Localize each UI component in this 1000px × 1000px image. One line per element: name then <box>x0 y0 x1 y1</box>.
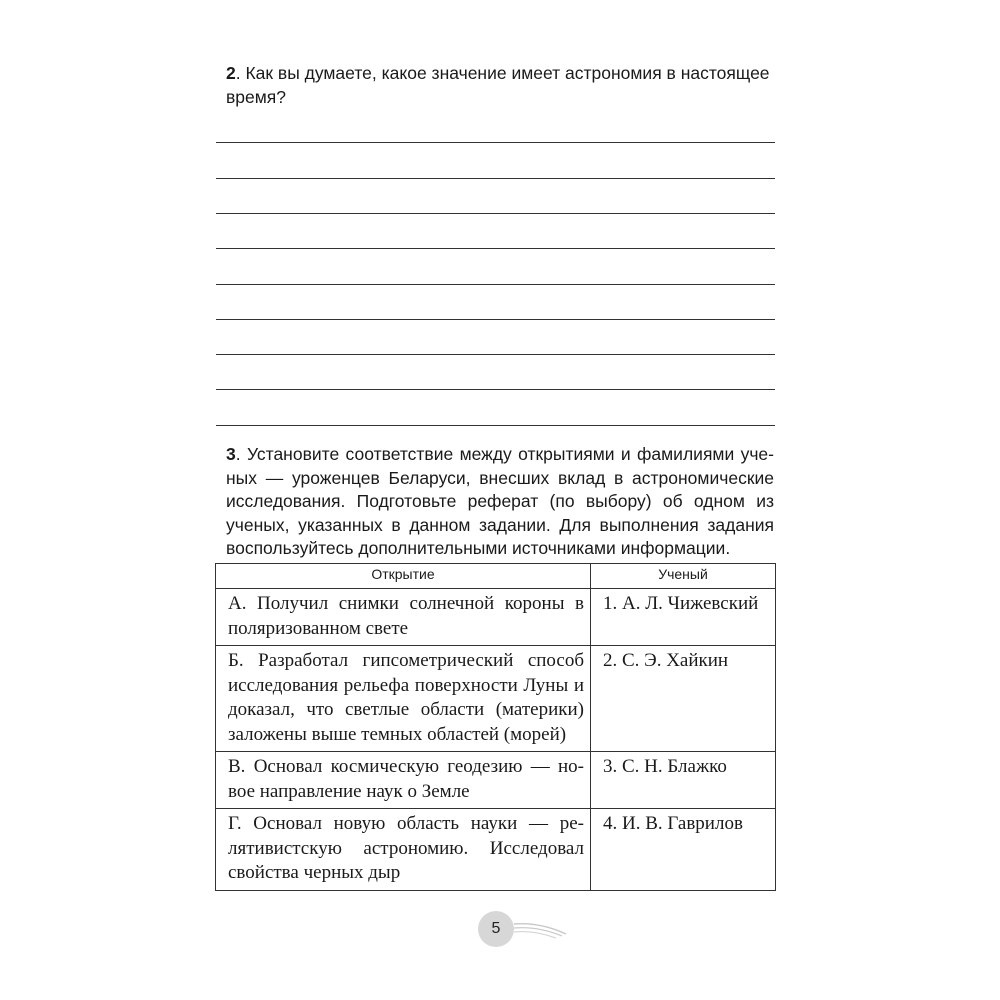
answer-line[interactable] <box>216 319 775 320</box>
matching-table <box>215 563 776 891</box>
discovery-cell: В. Основал космическую геодезию — новое направление наук о Земле <box>216 752 591 809</box>
discovery-cell: Г. Основал новую область науки — релятивистскую астрономию. Исследовал свойства черных дыр <box>216 809 591 891</box>
scientist-cell: 4. И. В. Гаврилов <box>591 809 776 891</box>
task-3-number: 3 <box>226 444 236 464</box>
task-2-text: . Как вы думаете, какое значение имеет астрономия в настоящее время? <box>226 63 770 107</box>
page-number: 5 <box>478 911 514 947</box>
answer-line[interactable] <box>216 389 775 390</box>
answer-line[interactable] <box>216 354 775 355</box>
header-scientist: Ученый <box>591 564 776 589</box>
table-header-row <box>216 564 776 589</box>
answer-line[interactable] <box>216 248 775 249</box>
table-row <box>216 809 776 891</box>
answer-line[interactable] <box>216 284 775 285</box>
header-discovery: Открытие <box>216 564 591 589</box>
task-2-number: 2 <box>226 63 236 83</box>
discovery-cell: А. Получил снимки солнечной короны в поляризованном свете <box>216 589 591 646</box>
answer-line[interactable] <box>216 178 775 179</box>
table-row <box>216 646 776 752</box>
scientist-cell: 1. А. Л. Чижевский <box>591 589 776 646</box>
table-row <box>216 589 776 646</box>
task-3-text: . Установите соответствие между открытиями и фамилиями ученых — уроженцев Беларуси, внесших вклад в астрономические исследования. Подготовьте реферат (по выбору) об одном из ученых, указанных в данном задании. Для выполнения задания воспользуйтесь дополнительными источниками информации. <box>226 444 774 558</box>
answer-line[interactable] <box>216 142 775 143</box>
task-3 <box>226 443 774 561</box>
scientist-cell: 2. С. Э. Хайкин <box>591 646 776 752</box>
answer-line[interactable] <box>216 213 775 214</box>
scientist-cell: 3. С. Н. Блажко <box>591 752 776 809</box>
task-2 <box>226 62 774 109</box>
discovery-cell: Б. Разработал гипсометрический способ исследования рельефа поверхности Луны и доказал, что светлые области (материки) заложены выше темных областей (морей) <box>216 646 591 752</box>
table-row <box>216 752 776 809</box>
answer-line[interactable] <box>216 425 775 426</box>
